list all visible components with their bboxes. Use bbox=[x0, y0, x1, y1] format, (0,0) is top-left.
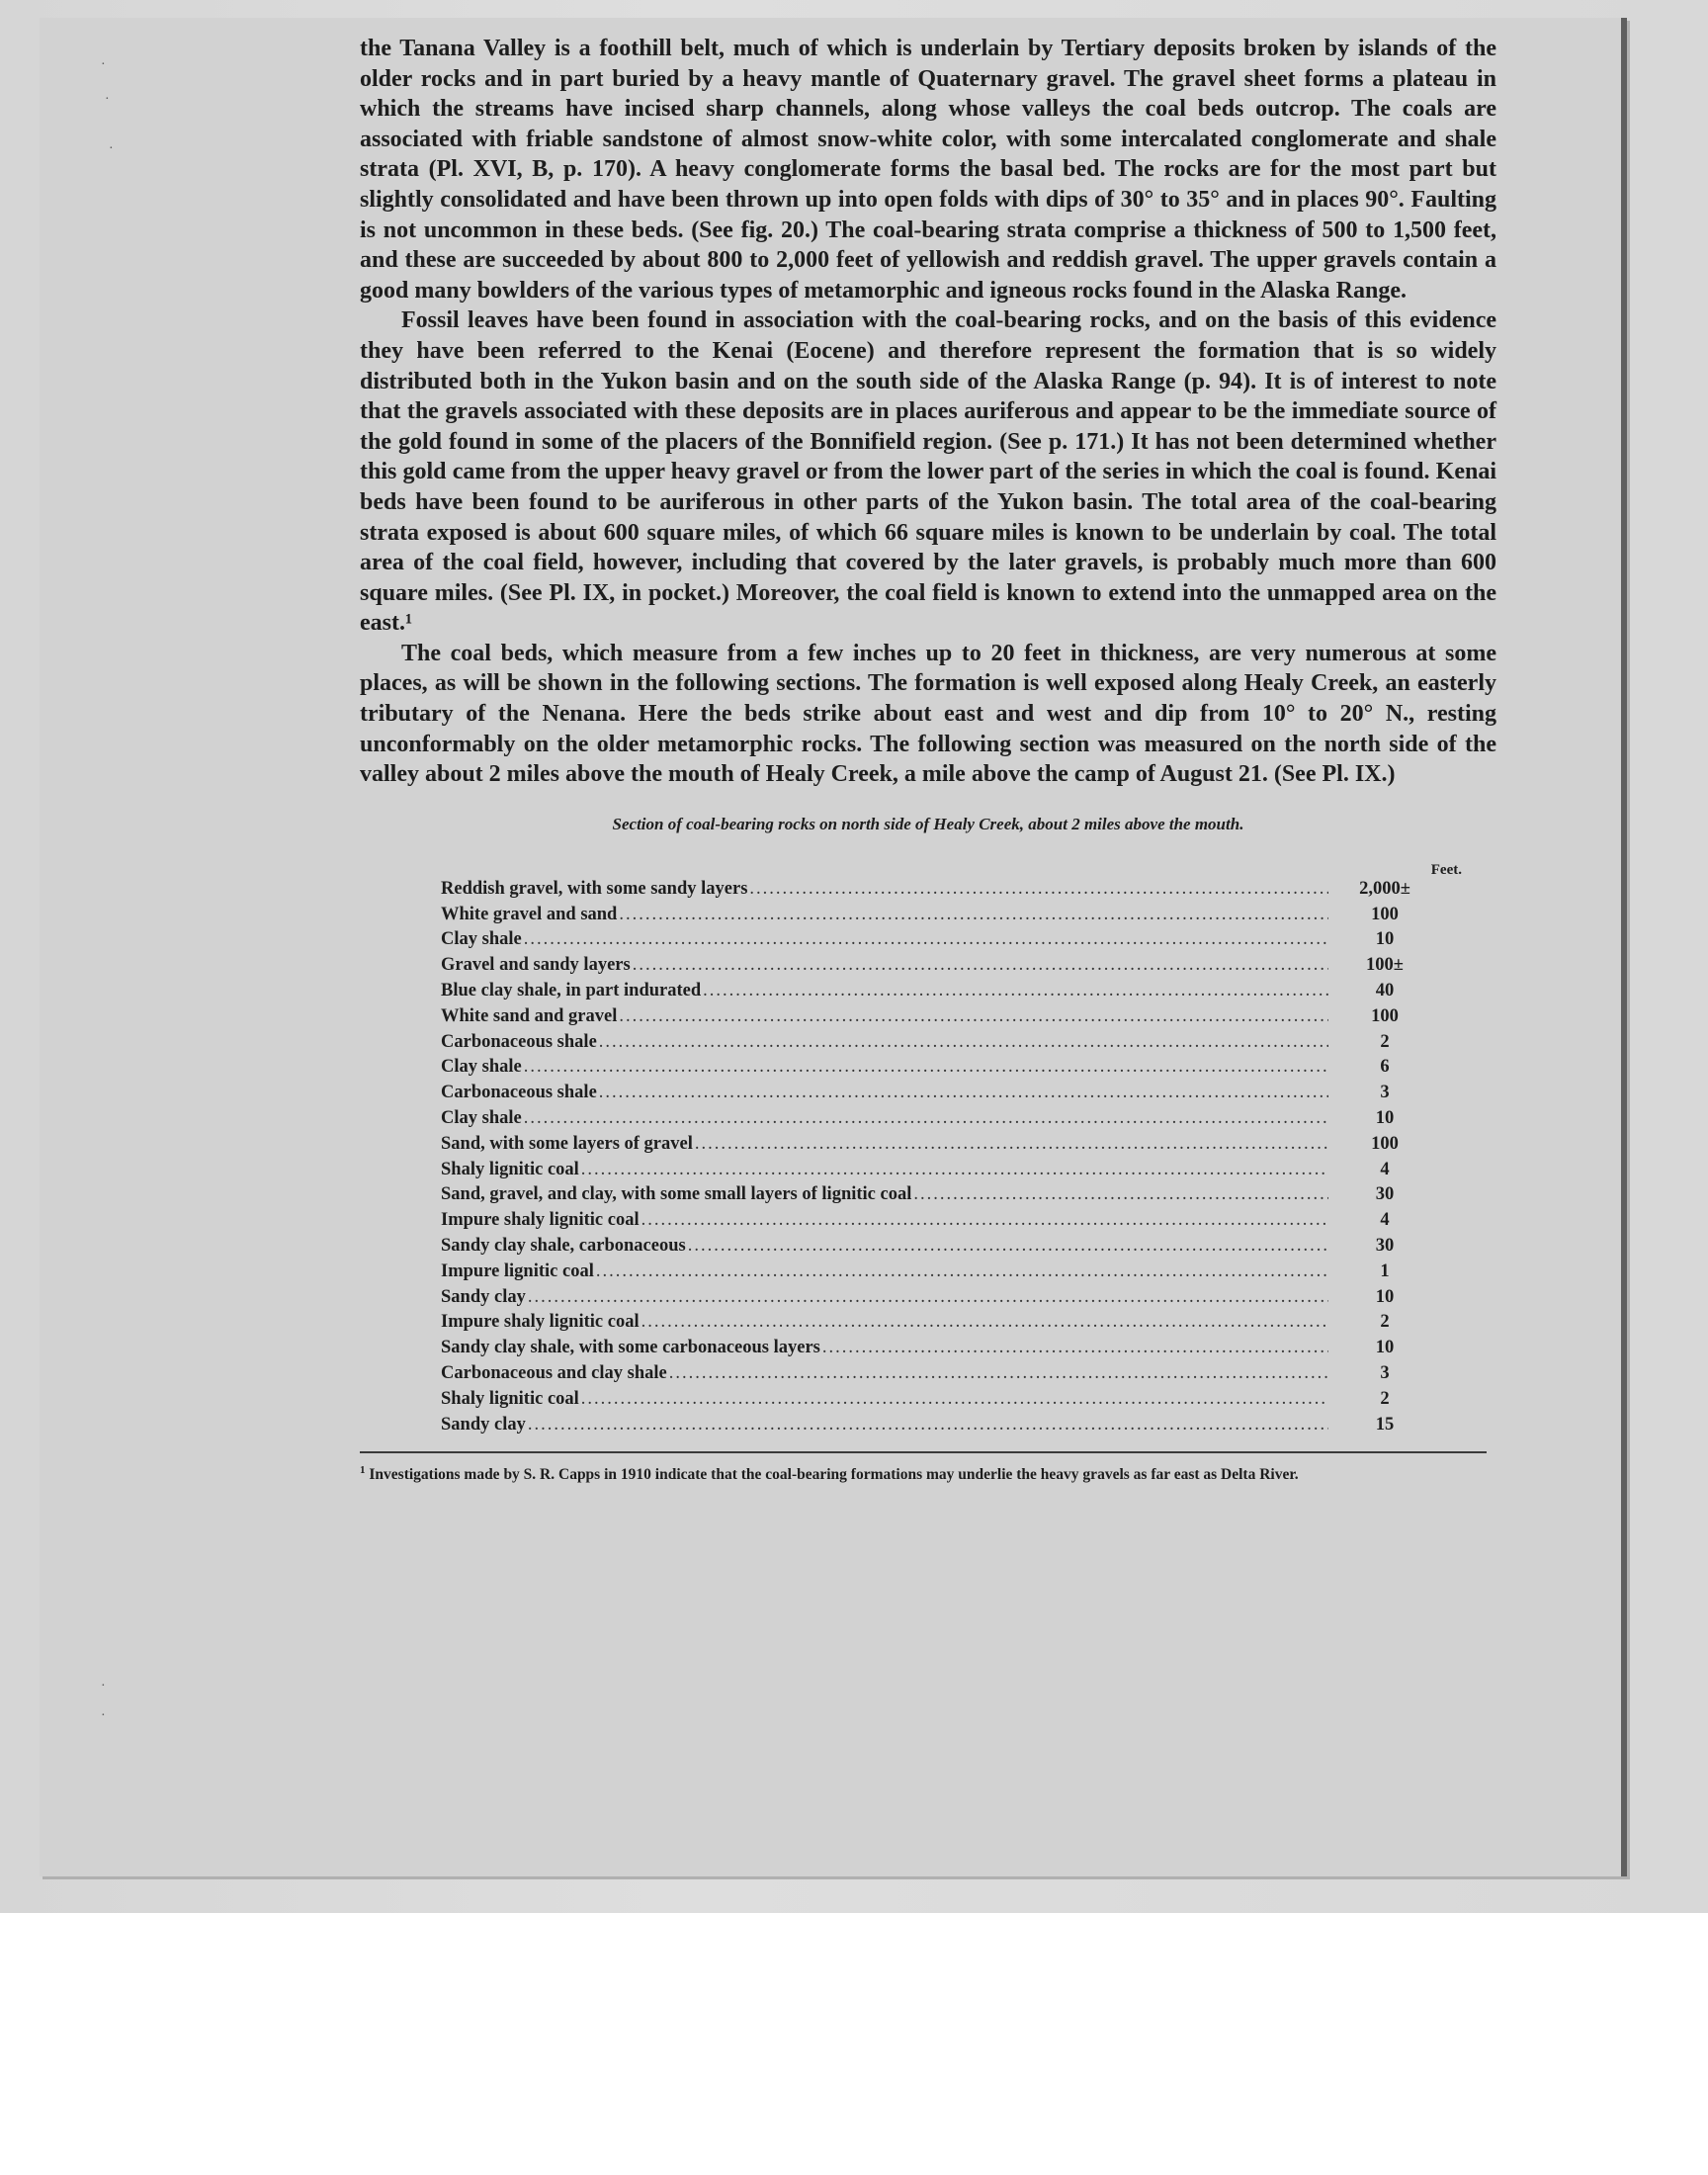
table-row bbox=[441, 1106, 1439, 1132]
leader-dots bbox=[596, 1260, 1328, 1285]
margin-speck: · bbox=[109, 141, 114, 156]
leader-dots bbox=[528, 1285, 1328, 1311]
thickness-value: 100 bbox=[1371, 1133, 1399, 1154]
leader-dots bbox=[913, 1182, 1328, 1208]
leader-dots bbox=[581, 1387, 1328, 1413]
stratum-name: Gravel and sandy layers bbox=[441, 955, 631, 976]
thickness-value: 2 bbox=[1380, 1031, 1390, 1052]
table-row bbox=[441, 903, 1439, 928]
table-row bbox=[441, 1182, 1439, 1208]
leader-dots bbox=[619, 903, 1328, 928]
table-row bbox=[441, 1413, 1439, 1438]
table-row bbox=[441, 877, 1439, 903]
table-row bbox=[441, 1260, 1439, 1285]
leader-dots bbox=[688, 1234, 1328, 1260]
thickness-value: 3 bbox=[1380, 1362, 1390, 1383]
stratum-name: Clay shale bbox=[441, 1108, 522, 1129]
footnote-text: Investigations made by S. R. Capps in 1910 indicate that the coal-bearing formations may underlie the heavy gravels as far east as Delta River. bbox=[369, 1466, 1299, 1484]
thickness-value: 10 bbox=[1375, 1286, 1395, 1307]
paragraph: Fossil leaves have been found in association with the coal-bearing rocks, and on the basis of this evidence they have been referred to the Kenai (Eocene) and therefore represent the formation that is so widely distributed both in the Yukon basin and on the south side of the Alaska Range (p. 94). It is of interest to note that the gravels associated with these deposits are in places auriferous and appear to be the immediate source of the gold found in some of the placers of the Bonnifield region. (See p. 171.) It has not been determined whether this gold came from the upper heavy gravel or from the lower part of the series in which the coal is found. Kenai beds have been found to be auriferous in other parts of the Yukon basin. The total area of the coal-bearing strata exposed is about 600 square miles, of which 66 square miles is known to be underlain by coal. The total area of the coal field, however, including that covered by the later gravels, is probably much more than 600 square miles. (See Pl. IX, in pocket.) Moreover, the coal field is known to extend into the unmapped area on the east.¹ bbox=[360, 307, 1496, 637]
stratum-name: Sandy clay bbox=[441, 1414, 526, 1435]
stratum-name: Impure shaly lignitic coal bbox=[441, 1210, 640, 1231]
stratum-name: Sand, with some layers of gravel bbox=[441, 1133, 693, 1154]
stratum-name: Sand, gravel, and clay, with some small layers of lignitic coal bbox=[441, 1184, 912, 1205]
margin-speck: · bbox=[101, 1708, 106, 1723]
margin-speck: · bbox=[105, 92, 110, 107]
stratum-name: Carbonaceous and clay shale bbox=[441, 1362, 667, 1383]
table-row bbox=[441, 1310, 1439, 1336]
leader-dots bbox=[599, 1030, 1328, 1056]
stratum-name: Impure lignitic coal bbox=[441, 1261, 594, 1281]
footnote bbox=[360, 1459, 1496, 1486]
table-row bbox=[441, 927, 1439, 953]
stratum-name: Carbonaceous shale bbox=[441, 1083, 597, 1103]
table-row bbox=[441, 1234, 1439, 1260]
thickness-value: 10 bbox=[1375, 1108, 1395, 1129]
stratum-name: Shaly lignitic coal bbox=[441, 1159, 579, 1179]
thickness-value: 40 bbox=[1375, 981, 1395, 1001]
leader-dots bbox=[599, 1081, 1328, 1106]
paragraph: The coal beds, which measure from a few inches up to 20 feet in thickness, are very numerous at some places, as will be shown in the following sections. The formation is well exposed along Healy Creek, an easterly tributary of the Nenana. Here the beds strike about east and west and dip from 10° to 20° N., resting unconformably on the older metamorphic rocks. The following section was measured on the north side of the valley about 2 miles above the mouth of Healy Creek, a mile above the camp of August 21. (See Pl. IX.) bbox=[360, 640, 1496, 788]
table-title: Section of coal-bearing rocks on north side of Healy Creek, about 2 miles above the mouth. bbox=[612, 814, 1244, 833]
stratum-name: Clay shale bbox=[441, 929, 522, 950]
leader-dots bbox=[528, 1413, 1328, 1438]
leader-dots bbox=[524, 927, 1328, 953]
footnote-rule bbox=[360, 1451, 1487, 1453]
leader-dots bbox=[822, 1336, 1328, 1361]
table-row bbox=[441, 1336, 1439, 1361]
leader-dots bbox=[619, 1004, 1328, 1030]
strata-table bbox=[441, 877, 1439, 1438]
stratum-name: Blue clay shale, in part indurated bbox=[441, 981, 702, 1001]
table-row bbox=[441, 1030, 1439, 1056]
table-row bbox=[441, 1055, 1439, 1081]
stratum-name: Impure shaly lignitic coal bbox=[441, 1312, 640, 1333]
thickness-value: 10 bbox=[1375, 1338, 1395, 1358]
leader-dots bbox=[669, 1361, 1328, 1387]
table-row bbox=[441, 1285, 1439, 1311]
leader-dots bbox=[749, 877, 1328, 903]
stratum-name: White sand and gravel bbox=[441, 1005, 618, 1026]
table-unit-header-row bbox=[429, 855, 1516, 877]
stratum-name: Clay shale bbox=[441, 1057, 522, 1078]
thickness-value: 2,000± bbox=[1359, 878, 1410, 899]
thickness-value: 2 bbox=[1380, 1312, 1390, 1333]
stratum-name: Carbonaceous shale bbox=[441, 1031, 597, 1052]
stratum-name: Shaly lignitic coal bbox=[441, 1388, 579, 1409]
stratum-name: Sandy clay bbox=[441, 1286, 526, 1307]
thickness-value: 4 bbox=[1380, 1159, 1390, 1179]
paragraph: the Tanana Valley is a foothill belt, much of which is underlain by Tertiary deposits broken by islands of the older rocks and in part buried by a heavy mantle of Quaternary gravel. The gravel sheet forms a plateau in which the streams have incised sharp channels, along whose valleys the coal beds outcrop. The coals are associated with friable sandstone of almost snow-white color, with some intercalated conglomerate and shale strata (Pl. XVI, B, p. 170). A heavy conglomerate forms the basal bed. The rocks are for the most part but slightly consolidated and have been thrown up into open folds with dips of 30° to 35° and in places 90°. Faulting is not uncommon in these beds. (See fig. 20.) The coal-bearing strata comprise a thickness of 500 to 1,500 feet, and these are succeeded by about 800 to 2,000 feet of yellowish and reddish gravel. The upper gravels contain a good many bowlders of the various types of metamorphic and igneous rocks found in the Alaska Range. bbox=[360, 36, 1496, 304]
leader-dots bbox=[633, 953, 1328, 979]
table-row bbox=[441, 1361, 1439, 1387]
footnote-marker: 1 bbox=[360, 1464, 366, 1477]
table-row bbox=[441, 979, 1439, 1004]
margin-speck: · bbox=[101, 57, 106, 72]
table-row bbox=[441, 953, 1439, 979]
leader-dots bbox=[524, 1106, 1328, 1132]
stratum-name: White gravel and sand bbox=[441, 904, 618, 924]
table-row bbox=[441, 1208, 1439, 1234]
thickness-value: 30 bbox=[1375, 1184, 1395, 1205]
table-row bbox=[441, 1158, 1439, 1183]
thickness-value: 100± bbox=[1366, 955, 1404, 976]
leader-dots bbox=[641, 1310, 1328, 1336]
table-row bbox=[441, 1081, 1439, 1106]
thickness-value: 4 bbox=[1380, 1210, 1390, 1231]
leader-dots bbox=[524, 1055, 1328, 1081]
stratum-name: Sandy clay shale, carbonaceous bbox=[441, 1236, 686, 1256]
thickness-value: 100 bbox=[1371, 1005, 1399, 1026]
thickness-value: 2 bbox=[1380, 1388, 1390, 1409]
leader-dots bbox=[695, 1132, 1328, 1158]
stratum-name: Sandy clay shale, with some carbonaceous layers bbox=[441, 1338, 820, 1358]
table-unit-header: Feet. bbox=[1430, 861, 1462, 878]
table-row bbox=[441, 1004, 1439, 1030]
leader-dots bbox=[703, 979, 1328, 1004]
thickness-value: 30 bbox=[1375, 1236, 1395, 1256]
thickness-value: 10 bbox=[1375, 929, 1395, 950]
stratum-name: Reddish gravel, with some sandy layers bbox=[441, 878, 748, 899]
thickness-value: 15 bbox=[1375, 1414, 1395, 1435]
thickness-value: 1 bbox=[1380, 1261, 1390, 1281]
table-row bbox=[441, 1387, 1439, 1413]
leader-dots bbox=[641, 1208, 1328, 1234]
table-row bbox=[441, 1132, 1439, 1158]
thickness-value: 3 bbox=[1380, 1083, 1390, 1103]
thickness-value: 100 bbox=[1371, 904, 1399, 924]
leader-dots bbox=[581, 1158, 1328, 1183]
margin-speck: · bbox=[101, 1679, 106, 1694]
thickness-value: 6 bbox=[1380, 1057, 1390, 1078]
page-body bbox=[360, 34, 1496, 1487]
